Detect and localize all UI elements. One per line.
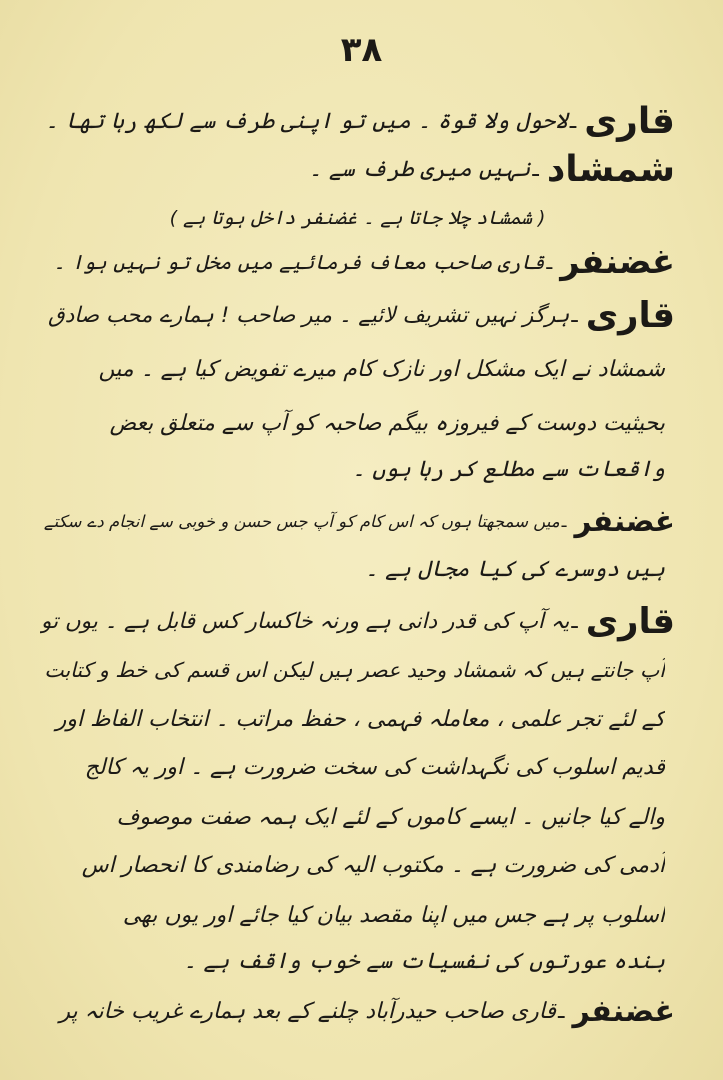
dialogue-text: یہ آپ کی قدر دانی ہے ورنہ خاکسار کس قابل ہے ۔ یوں تو <box>40 609 570 635</box>
dialogue-line: قاری ـ لاحول ولا قوة ۔ میں تو اپنی طرف سے لکھ رہا تھا ۔ <box>45 101 675 143</box>
dialogue-line: قاری ـ ہرگز نہیں تشریف لائیے ۔ میر صاحب ! ہمارے محب صادق <box>48 294 675 336</box>
dialogue-text: نہیں میری طرف سے ۔ <box>309 156 531 182</box>
dialogue-text: ہرگز نہیں تشریف لائیے ۔ میر صاحب ! ہمارے محب صادق <box>48 303 570 329</box>
speaker-name: غضنفر <box>574 504 675 539</box>
dialogue-line: غضنفر ـ قاری صاحب حیدرآباد چلنے کے بعد ہمارے غریب خانہ پر <box>59 994 675 1029</box>
dialogue-continuation <box>40 540 665 600</box>
dialogue-text: قاری صاحب حیدرآباد چلنے کے بعد ہمارے غریب خانہ پر <box>59 998 556 1024</box>
dialogue-continuation <box>40 340 665 400</box>
dialogue-text: والے کیا جانیں ۔ ایسے کاموں کے لئے ایک ہمہ صفت موصوف <box>116 804 665 830</box>
dialogue-text: واقعات سے مطلع کر رہا ہوں ۔ <box>352 456 665 482</box>
stage-direction-text: ( شمشاد چلا جاتا ہے ۔ غضنفر داخل ہوتا ہے ) <box>169 206 546 229</box>
speaker-name: قاری <box>585 600 675 642</box>
dialogue-text: قدیم اسلوب کی نگہداشت کی سخت ضرورت ہے ۔ اور یہ کالج <box>84 754 665 780</box>
dialogue-continuation <box>40 440 665 500</box>
dialogue-line: غضنفر ـ میں سمجھتا ہوں کہ اس کام کو آپ جس حسن و خوبی سے انجام دے سکتے <box>43 504 675 539</box>
speaker-name: قاری <box>584 101 675 143</box>
speaker-name: قاری <box>585 294 675 336</box>
dialogue-text: بندہ عورتوں کی نفسیات سے خوب واقف ہے ۔ <box>183 948 665 974</box>
dialogue-text: شمشاد نے ایک مشکل اور نازک کام میرے تفویض کیا ہے ۔ میں <box>98 356 665 382</box>
dialogue-text: آپ جانتے ہیں کہ شمشاد وحید عصر ہیں لیکن اس قسم کی خط و کتابت <box>44 657 665 682</box>
dialogue-line: شمشاد ـ نہیں میری طرف سے ۔ <box>309 149 675 191</box>
speaker-name: غضنفر <box>572 994 675 1029</box>
dialogue-text: کے لئے تجر علمی ، معاملہ فہمی ، حفظ مراتب ۔ انتخاب الفاظ اور <box>55 706 665 732</box>
dialogue-text: بحیثیت دوست کے فیروزہ بیگم صاحبہ کو آپ سے متعلق بعض <box>109 410 665 436</box>
page-number: ٣٨ <box>340 30 383 70</box>
dialogue-line: قاری ـ یہ آپ کی قدر دانی ہے ورنہ خاکسار کس قابل ہے ۔ یوں تو <box>40 600 675 642</box>
dialogue-text: قاری صاحب معاف فرمائیے میں مخل تو نہیں ہوا ۔ <box>53 250 545 274</box>
dialogue-text: اسلوب پر ہے جس میں اپنا مقصد بیان کیا جائے اور یوں بھی <box>122 902 665 928</box>
speaker-name: غضنفر <box>560 241 675 281</box>
speaker-name: شمشاد <box>546 149 675 191</box>
dialogue-text: ہیں دوسرے کی کیا مجال ہے ۔ <box>365 556 665 582</box>
dialogue-line: غضنفر ـ قاری صاحب معاف فرمائیے میں مخل تو نہیں ہوا ۔ <box>53 241 675 281</box>
dialogue-text: لاحول ولا قوة ۔ میں تو اپنی طرف سے لکھ رہا تھا ۔ <box>45 108 568 134</box>
dialogue-text: آدمی کی ضرورت ہے ۔ مکتوب الیہ کی رضامندی کا انحصار اس <box>81 852 665 878</box>
dialogue-text: میں سمجھتا ہوں کہ اس کام کو آپ جس حسن و خوبی سے انجام دے سکتے <box>43 512 560 532</box>
